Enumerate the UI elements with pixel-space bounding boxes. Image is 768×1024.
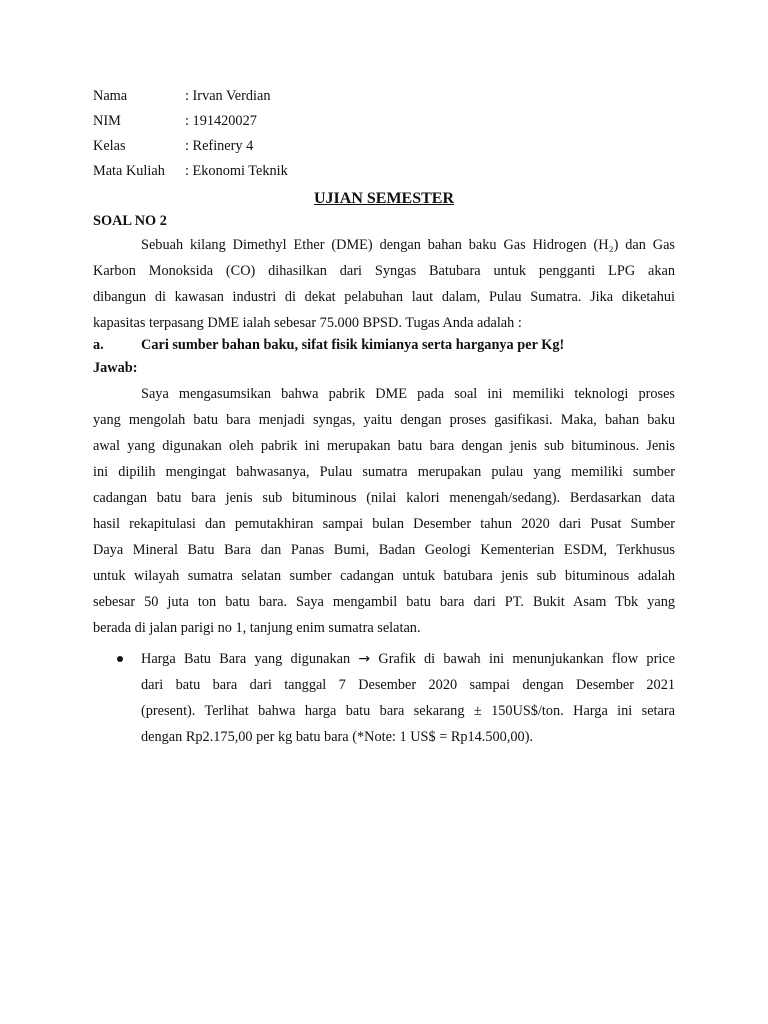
info-value: : Irvan Verdian [185,88,271,104]
text-line: Daya Mineral Batu Bara dan Panas Bumi, Badan Geologi Kementerian ESDM, Terkhusus [93,542,675,558]
question-heading: SOAL NO 2 [93,213,167,229]
intro-paragraph [93,232,675,336]
text-line: ini dipilih mengingat bahwasanya, Pulau sumatra merupakan pulau yang memiliki sumber [93,464,675,480]
info-label: Nama [93,88,128,104]
text-line: yang mengolah batu bara menjadi syngas, yaitu dengan proses gasifikasi. Maka, bahan baku [93,412,675,428]
info-label: Kelas [93,138,126,154]
text-line: sebesar 50 juta ton batu bara. Saya mengambil batu bara dari PT. Bukit Asam Tbk yang [93,594,675,610]
info-row-mata-kuliah [93,159,288,183]
answer-heading: Jawab: [93,360,138,376]
question-number: a. [93,337,104,353]
info-label: NIM [93,113,121,129]
info-value: : 191420027 [185,113,257,129]
text-line: dengan Rp2.175,00 per kg batu bara (*Note: 1 US$ = Rp14.500,00). [141,729,534,745]
text-line: dibangun di kawasan industri di dekat pelabuhan laut dalam, Pulau Sumatra. Jika diketahui [93,289,675,305]
bullet-text-start: Harga Batu Bara yang digunakan [141,651,359,667]
text-line: (present). Terlihat bahwa harga batu bara sekarang ± 150US$/ton. Harga ini setara [141,703,675,719]
text-line: Karbon Monoksida (CO) dihasilkan dari Syngas Batubara untuk pengganti LPG akan [93,263,675,279]
question-text: Cari sumber bahan baku, sifat fisik kimianya serta harganya per Kg! [141,337,565,353]
info-row-kelas [93,134,253,158]
text-line: Sebuah kilang Dimethyl Ether (DME) dengan bahan baku Gas Hidrogen (H₂) dan Gas [141,237,675,253]
text-line: berada di jalan parigi no 1, tanjung enim sumatra selatan. [93,620,421,636]
text-line: cadangan batu bara jenis sub bituminous (nilai kalori menengah/sedang). Berdasarkan data [93,490,675,506]
bullet-paragraph [141,646,675,750]
text-line: dari batu bara dari tanggal 7 Desember 2020 sampai dengan Desember 2021 [141,677,675,693]
text-line: Saya mengasumsikan bahwa pabrik DME pada soal ini memiliki teknologi proses [141,386,675,402]
answer-paragraph [93,381,675,641]
text-line [141,646,675,672]
text-line: kapasitas terpasang DME ialah sebesar 75.000 BPSD. Tugas Anda adalah : [93,315,522,331]
text-line: hasil rekapitulasi dan pemutakhiran sampai bulan Desember tahun 2020 dari Pusat Sumber [93,516,675,532]
arrow-right-icon: → [358,651,371,667]
info-row-nim [93,109,257,133]
text-line: awal yang digunakan oleh pabrik ini merupakan batu bara dengan jenis sub bituminous. Jenis [93,438,675,454]
info-label: Mata Kuliah [93,163,165,179]
bullet-dot-icon [117,656,123,662]
info-row-nama [93,84,271,108]
question-item [93,333,564,357]
info-value: : Refinery 4 [185,138,254,154]
bullet-marker [115,649,125,669]
info-value: : Ekonomi Teknik [185,163,288,179]
exam-title: UJIAN SEMESTER [313,190,455,207]
bullet-text-end: Grafik di bawah ini menunjukankan flow price [370,651,675,667]
text-line: untuk wilayah sumatra selatan sumber cadangan untuk batubara jenis sub bituminous adalah [93,568,675,584]
